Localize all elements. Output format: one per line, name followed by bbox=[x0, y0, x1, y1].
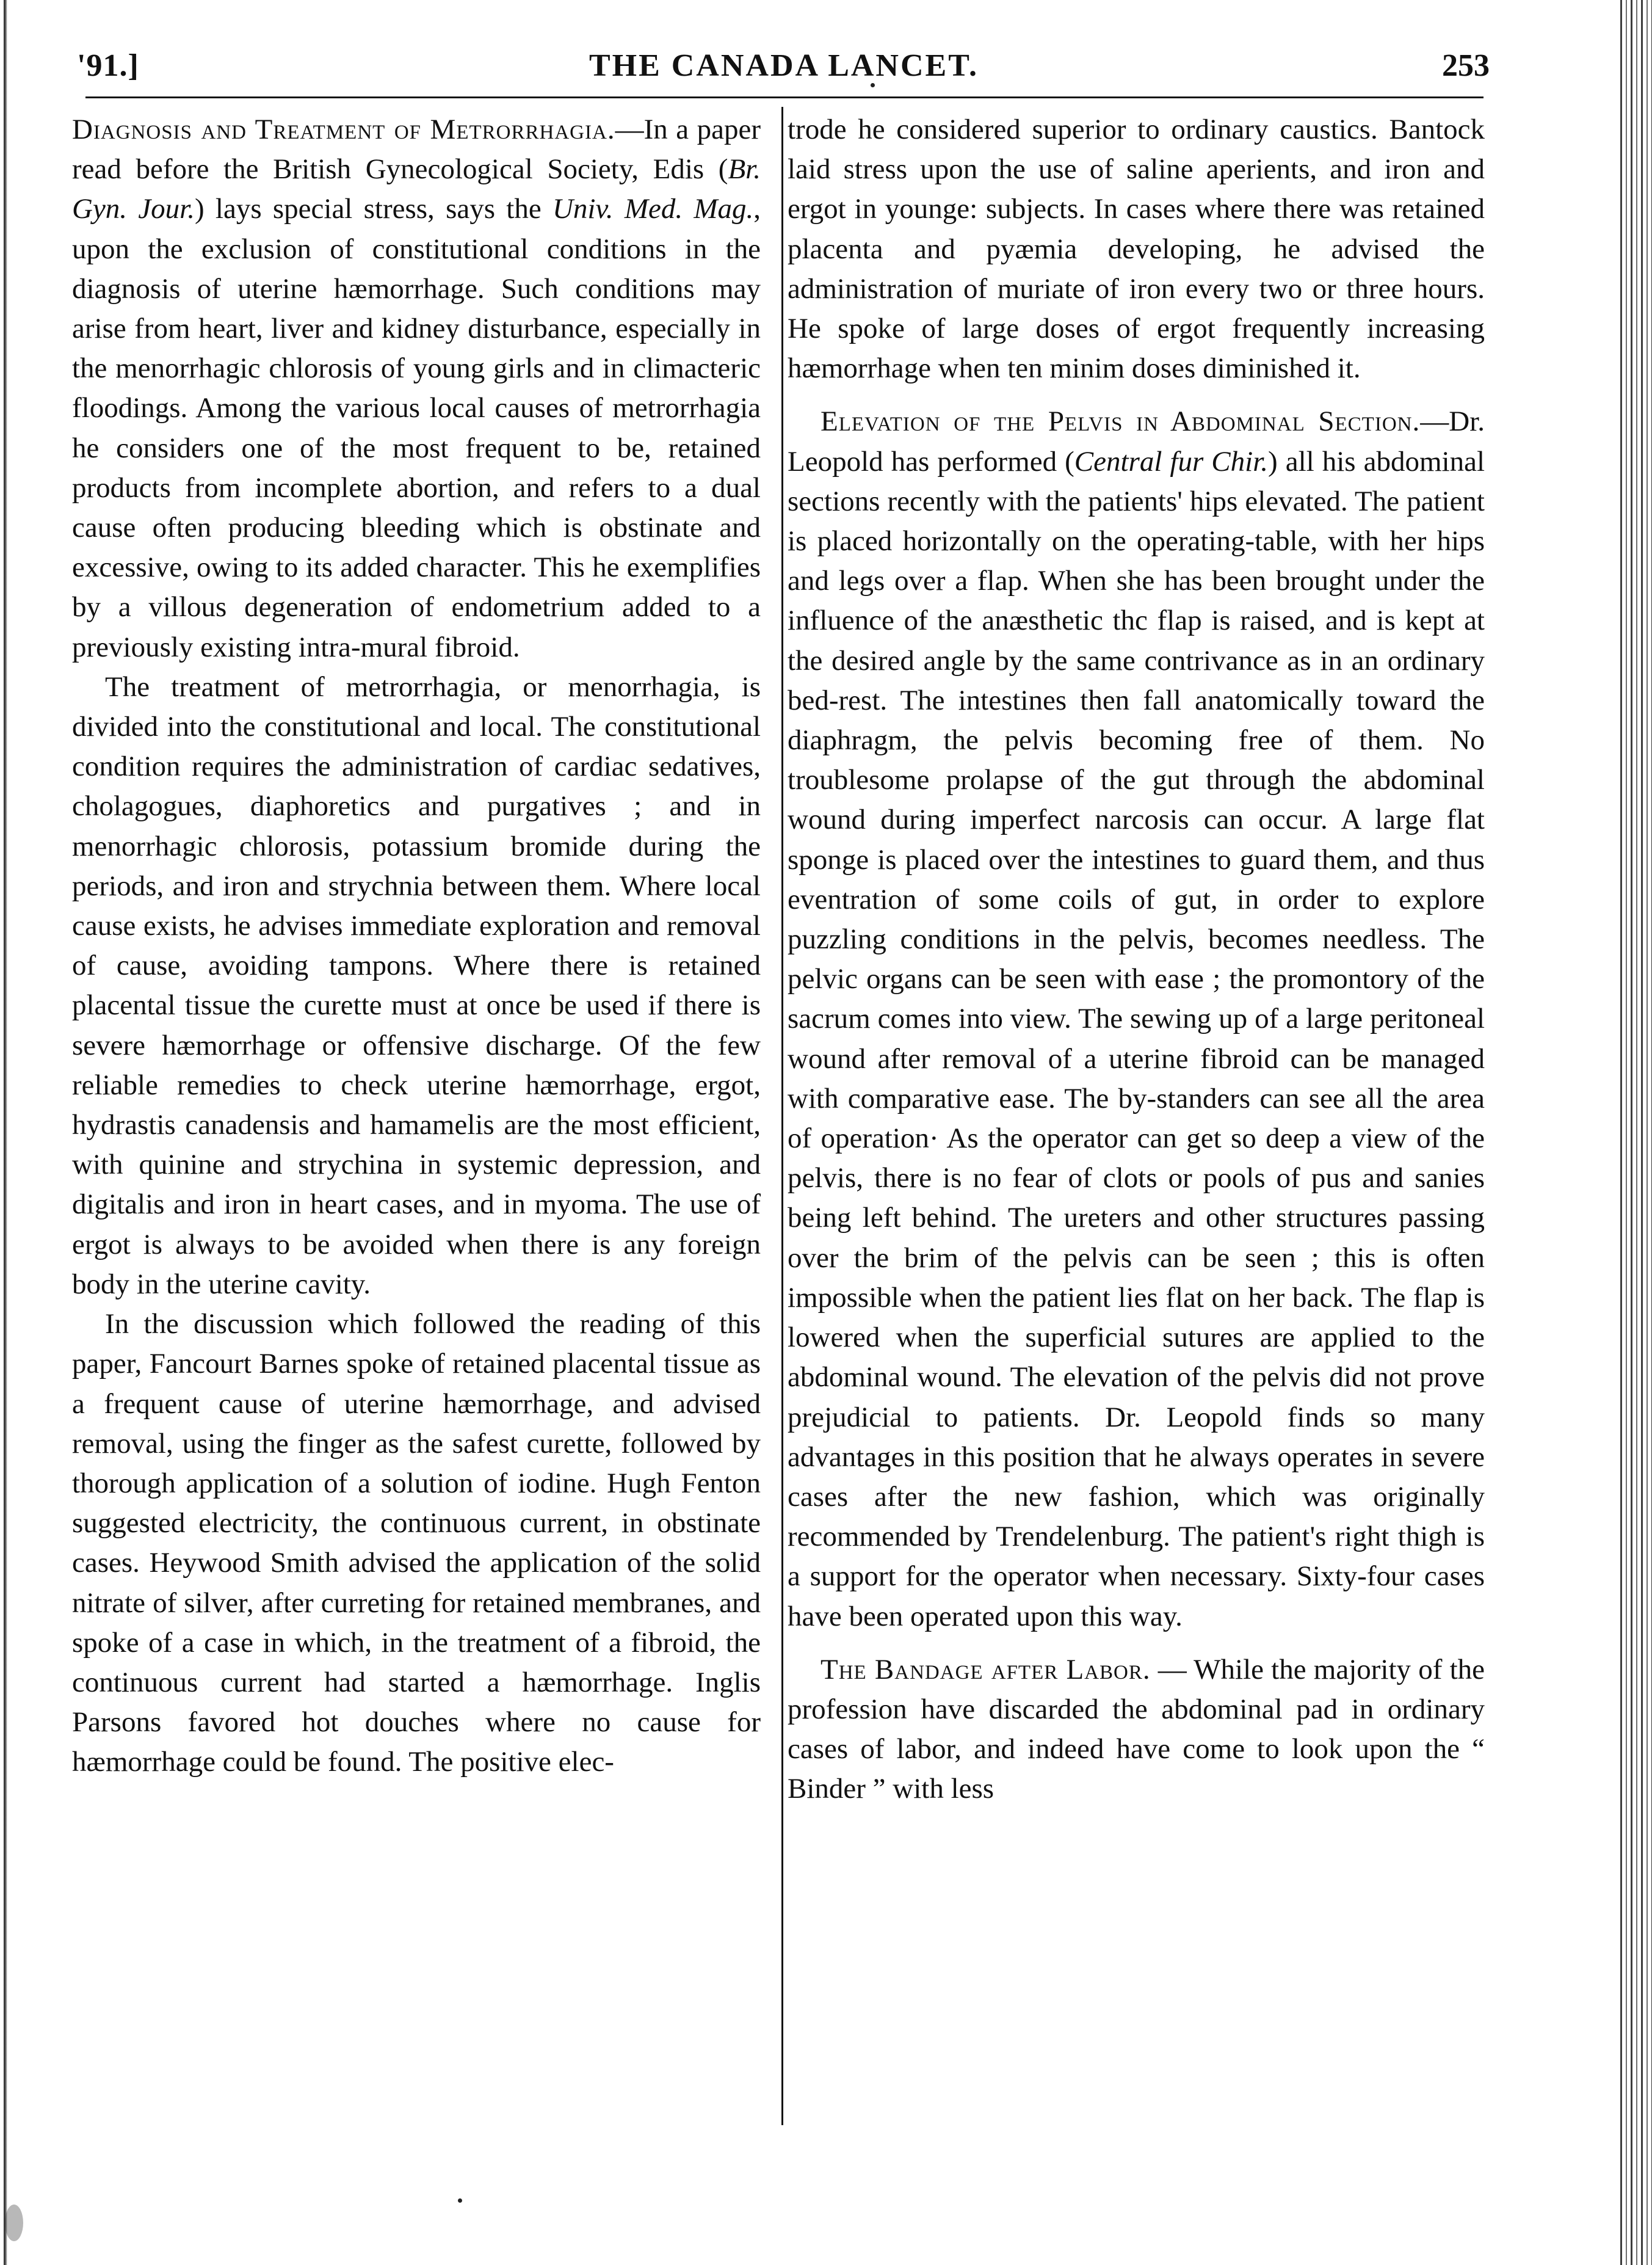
article-metrorrhagia-p1: Diagnosis and Treatment of Metrorrhagia.—In a paper read before the British Gynecological Society, Edis (Br. Gyn. Jour.) lays special stress, says the Univ. Med. Mag., upon the exclusion of constitutional conditions in the diagnosis of uterine hæmorrhage. Such conditions may arise from heart, liver and kidney disturbance, especially in the menorrhagic chlorosis of young girls and in climacteric floodings. Among the various local causes of metrorrhagia he considers one of the most frequent to be, retained products from incomplete abortion, and refers to a dual cause often producing bleeding which is obstinate and excessive, owing to its added character. This he exemplifies by a villous degeneration of endometrium added to a previously existing intra-mural fibroid. bbox=[72, 114, 761, 663]
header-year: '91.] bbox=[77, 48, 139, 83]
running-header bbox=[72, 48, 1496, 96]
ink-speck bbox=[458, 2198, 462, 2203]
article-pelvis-elevation: Elevation of the Pelvis in Abdominal Section.—Dr. Leopold has performed (Central fur Chir.) all his abdominal sections recently with the patients' hips elevated. The patient is placed horizontally on the operating-table, with her hips and legs over a flap. When she has been brought under the influence of the anæsthetic thc flap is raised, and is kept at the desired angle by the same contrivance as in an ordinary bed-rest. The intestines then fall anatomically toward the diaphragm, the pelvis becoming free of them. No troublesome prolapse of the gut through the abdominal wound during imperfect narcosis can occur. A large flat sponge is placed over the intestines to guard them, and thus eventration of some coils of gut, in order to explore puzzling conditions in the pelvis, becomes needless. The pelvic organs can be seen with ease ; the promontory of the sacrum comes into view. The sewing up of a large peritoneal wound after removal of a uterine fibroid can be managed with comparative ease. The by-standers can see all the area of operation· As the operator can get so deep a view of the pelvis, there is no fear of clots or pools of pus and sanies being left behind. The ureters and other structures passing over the brim of the pelvis can be seen ; this is often impossible when the patient lies flat on her back. The flap is lowered when the superficial sutures are applied to the abdominal wound. The elevation of the pelvis did not prove prejudicial to patients. Dr. Leopold finds so many advantages in this position that he always operates in severe cases after the new fashion, which was originally recommended by Trendelenburg. The patient's right thigh is a support for the operator when necessary. Sixty-four cases have been operated upon this way. bbox=[788, 405, 1485, 1632]
article-metrorrhagia-p3: In the discussion which followed the reading of this paper, Fancourt Barnes spoke of retained placental tissue as a frequent cause of uterine hæmorrhage, and advised removal, using the finger as the safest curette, followed by thorough application of a solution of iodine. Hugh Fenton suggested electricity, the continuous current, in obstinate cases. Heywood Smith advised the application of the solid nitrate of silver, after curreting for retained membranes, and spoke of a case in which, in the treatment of a fibroid, the continuous current had started a hæmorrhage. Inglis Parsons favored hot douches where no cause for hæmorrhage could be found. The positive elec- bbox=[72, 1308, 761, 1778]
binding-edge-right bbox=[1617, 0, 1652, 2265]
ink-speck bbox=[871, 83, 875, 87]
column-divider bbox=[781, 107, 783, 2125]
header-rule bbox=[85, 96, 1484, 98]
left-column bbox=[72, 110, 761, 1783]
right-column bbox=[788, 110, 1485, 1809]
citation: Br. Gyn. Jour. bbox=[72, 153, 761, 225]
page-number: 253 bbox=[1442, 48, 1490, 83]
binding-edge-left bbox=[4, 0, 7, 2265]
citation: Univ. Med. Mag. bbox=[552, 193, 754, 225]
citation: Central fur Chir. bbox=[1074, 445, 1269, 478]
journal-title: THE CANADA LANCET. bbox=[589, 48, 979, 83]
article-bandage-after-labor: The Bandage after Labor. — While the majority of the profession have discarded the abdominal pad in ordinary cases of labor, and indeed have come to look upon the “ Binder ” with less bbox=[788, 1653, 1485, 1805]
article-heading: The Bandage after Labor. bbox=[821, 1653, 1151, 1685]
article-metrorrhagia-p2: The treatment of metrorrhagia, or menorrhagia, is divided into the constitutional and local. The constitutional condition requires the administration of cardiac sedatives, cholagogues, diaphoretics and purgatives ; and in menorrhagic chlorosis, potassium bromide during the periods, and iron and strychnia between them. Where local cause exists, he advises immediate exploration and removal of cause, avoiding tampons. Where there is retained placental tissue the curette must at once be used if there is severe hæmorrhage or offensive discharge. Of the few reliable remedies to check uterine hæmorrhage, ergot, hydrastis canadensis and hamamelis are the most efficient, with quinine and strychina in systemic depression, and digitalis and iron in heart cases, and in myoma. The use of ergot is always to be avoided when there is any foreign body in the uterine cavity. bbox=[72, 671, 761, 1300]
scan-smudge bbox=[5, 2205, 23, 2241]
article-metrorrhagia-p4: trode he considered superior to ordinary caustics. Bantock laid stress upon the use of saline aperients, and iron and ergot in younge: subjects. In cases where there was retained placenta and pyæmia developing, he advised the administration of muriate of iron every two or three hours. He spoke of large doses of ergot frequently increasing hæmorrhage when ten minim doses diminished it. bbox=[788, 114, 1485, 385]
article-heading: Diagnosis and Treatment of Metrorrhagia. bbox=[72, 114, 615, 145]
article-heading: Elevation of the Pelvis in Abdominal Section. bbox=[821, 405, 1421, 438]
